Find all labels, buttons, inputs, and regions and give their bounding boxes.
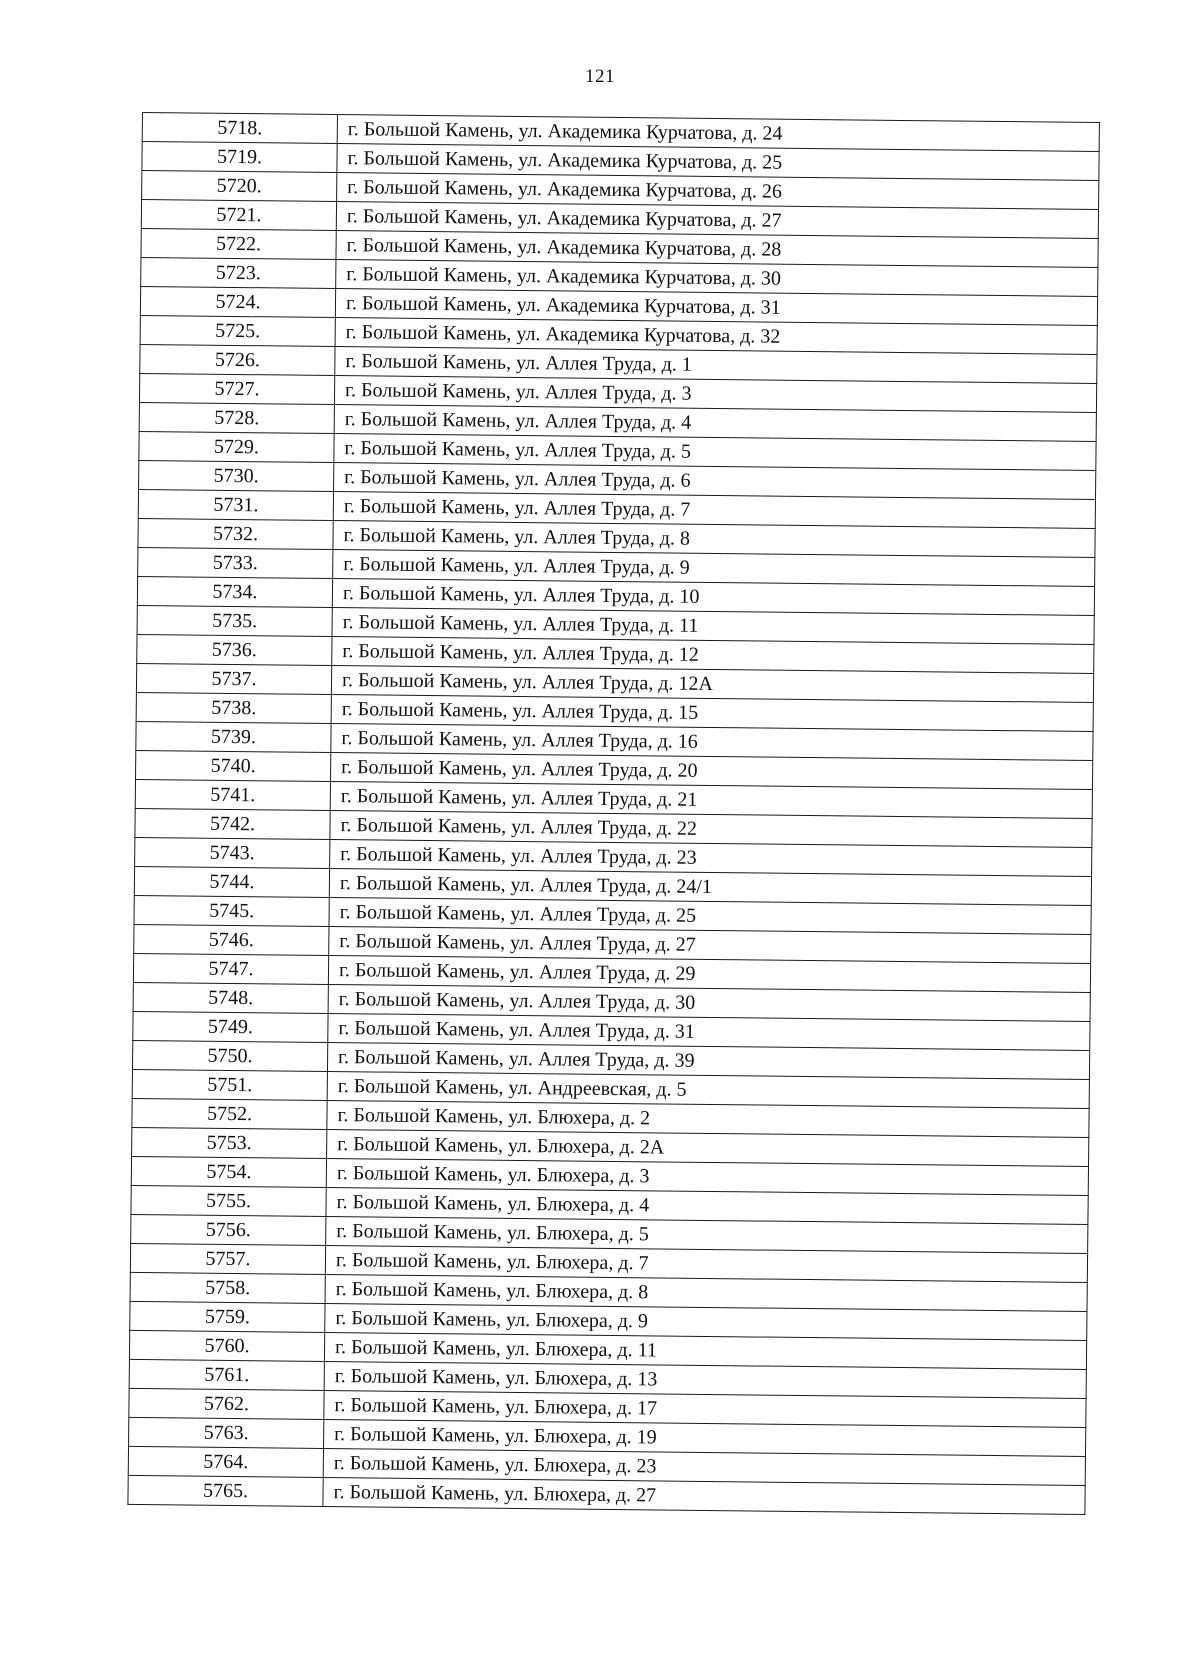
row-address: г. Большой Камень, ул. Блюхера, д. 8 <box>325 1274 1087 1311</box>
row-number: 5746. <box>134 924 329 955</box>
row-number: 5763. <box>129 1417 324 1448</box>
row-number: 5732. <box>138 518 333 549</box>
row-address: г. Большой Камень, ул. Андреевская, д. 5 <box>327 1071 1089 1108</box>
row-address: г. Большой Камень, ул. Блюхера, д. 19 <box>324 1419 1086 1456</box>
row-address: г. Большой Камень, ул. Аллея Труда, д. 21 <box>330 782 1092 819</box>
row-number: 5752. <box>132 1098 327 1129</box>
row-address: г. Большой Камень, ул. Аллея Труда, д. 5 <box>334 434 1096 471</box>
row-number: 5736. <box>137 634 332 665</box>
row-number: 5724. <box>140 286 335 317</box>
row-address: г. Большой Камень, ул. Аллея Труда, д. 30 <box>328 984 1090 1021</box>
row-address: г. Большой Камень, ул. Аллея Труда, д. 9 <box>333 550 1095 587</box>
row-number: 5740. <box>136 750 331 781</box>
row-address: г. Большой Камень, ул. Блюхера, д. 2 <box>327 1100 1089 1137</box>
row-address: г. Большой Камень, ул. Блюхера, д. 11 <box>324 1332 1086 1369</box>
row-number: 5753. <box>132 1127 327 1158</box>
row-number: 5725. <box>140 315 335 346</box>
page-number: 121 <box>585 66 615 87</box>
row-address: г. Большой Камень, ул. Академика Курчатова, д. 32 <box>335 318 1097 355</box>
row-address: г. Большой Камень, ул. Аллея Труда, д. 7 <box>333 492 1095 529</box>
row-number: 5744. <box>134 866 329 897</box>
row-address: г. Большой Камень, ул. Аллея Труда, д. 29 <box>328 956 1090 993</box>
row-number: 5762. <box>129 1388 324 1419</box>
row-number: 5755. <box>131 1185 326 1216</box>
row-address: г. Большой Камень, ул. Блюхера, д. 17 <box>324 1390 1086 1427</box>
row-number: 5741. <box>135 779 330 810</box>
row-number: 5730. <box>139 460 334 491</box>
row-address: г. Большой Камень, ул. Аллея Труда, д. 12 <box>332 637 1094 674</box>
row-address: г. Большой Камень, ул. Академика Курчатова, д. 27 <box>336 202 1098 239</box>
row-address: г. Большой Камень, ул. Блюхера, д. 3 <box>326 1158 1088 1195</box>
row-address: г. Большой Камень, ул. Аллея Труда, д. 22 <box>330 811 1092 848</box>
row-address: г. Большой Камень, ул. Аллея Труда, д. 3 <box>334 376 1096 413</box>
row-address: г. Большой Камень, ул. Академика Курчатова, д. 28 <box>336 231 1098 268</box>
row-address: г. Большой Камень, ул. Блюхера, д. 27 <box>323 1477 1085 1514</box>
address-table-body <box>128 113 1100 1515</box>
row-address: г. Большой Камень, ул. Академика Курчатова, д. 31 <box>335 289 1097 326</box>
row-address: г. Большой Камень, ул. Блюхера, д. 5 <box>326 1216 1088 1253</box>
address-table <box>127 112 1100 1515</box>
row-address: г. Большой Камень, ул. Блюхера, д. 4 <box>326 1187 1088 1224</box>
row-number: 5729. <box>139 431 334 462</box>
row-address: г. Большой Камень, ул. Аллея Труда, д. 15 <box>331 695 1093 732</box>
row-number: 5747. <box>133 953 328 984</box>
row-address: г. Большой Камень, ул. Аллея Труда, д. 4 <box>334 405 1096 442</box>
row-number: 5758. <box>130 1272 325 1303</box>
row-address: г. Большой Камень, ул. Аллея Труда, д. 12А <box>331 666 1093 703</box>
row-number: 5722. <box>141 228 336 259</box>
row-number: 5723. <box>141 257 336 288</box>
row-number: 5754. <box>131 1156 326 1187</box>
row-number: 5760. <box>129 1330 324 1361</box>
row-address: г. Большой Камень, ул. Академика Курчатова, д. 25 <box>337 144 1099 181</box>
row-number: 5726. <box>140 344 335 375</box>
row-address: г. Большой Камень, ул. Академика Курчатова, д. 30 <box>336 260 1098 297</box>
row-number: 5745. <box>134 895 329 926</box>
row-address: г. Большой Камень, ул. Блюхера, д. 23 <box>323 1448 1085 1485</box>
row-address: г. Большой Камень, ул. Аллея Труда, д. 31 <box>328 1013 1090 1050</box>
row-address: г. Большой Камень, ул. Аллея Труда, д. 24/1 <box>329 869 1091 906</box>
row-number: 5727. <box>139 373 334 404</box>
row-number: 5738. <box>136 692 331 723</box>
row-number: 5751. <box>132 1069 327 1100</box>
row-address: г. Большой Камень, ул. Блюхера, д. 9 <box>325 1303 1087 1340</box>
row-number: 5765. <box>128 1475 323 1506</box>
row-number: 5742. <box>135 808 330 839</box>
row-address: г. Большой Камень, ул. Аллея Труда, д. 20 <box>330 753 1092 790</box>
row-number: 5749. <box>133 1011 328 1042</box>
row-number: 5761. <box>129 1359 324 1390</box>
row-address: г. Большой Камень, ул. Аллея Труда, д. 23 <box>330 840 1092 877</box>
row-number: 5748. <box>133 982 328 1013</box>
row-address: г. Большой Камень, ул. Аллея Труда, д. 25 <box>329 898 1091 935</box>
row-address: г. Большой Камень, ул. Блюхера, д. 13 <box>324 1361 1086 1398</box>
row-number: 5759. <box>130 1301 325 1332</box>
row-number: 5719. <box>142 142 337 173</box>
row-number: 5720. <box>142 171 337 202</box>
row-address: г. Большой Камень, ул. Аллея Труда, д. 11 <box>332 608 1094 645</box>
row-number: 5728. <box>139 402 334 433</box>
row-number: 5739. <box>136 721 331 752</box>
row-number: 5750. <box>132 1040 327 1071</box>
row-address: г. Большой Камень, ул. Аллея Труда, д. 6 <box>334 463 1096 500</box>
row-number: 5721. <box>141 200 336 231</box>
row-number: 5756. <box>131 1214 326 1245</box>
row-address: г. Большой Камень, ул. Блюхера, д. 2А <box>327 1129 1089 1166</box>
row-address: г. Большой Камень, ул. Академика Курчатова, д. 24 <box>337 115 1099 152</box>
row-address: г. Большой Камень, ул. Аллея Труда, д. 8 <box>333 521 1095 558</box>
row-address: г. Большой Камень, ул. Аллея Труда, д. 27 <box>329 927 1091 964</box>
row-number: 5734. <box>137 576 332 607</box>
row-number: 5735. <box>137 605 332 636</box>
row-address: г. Большой Камень, ул. Аллея Труда, д. 39 <box>327 1042 1089 1079</box>
row-address: г. Большой Камень, ул. Аллея Труда, д. 10 <box>332 579 1094 616</box>
row-number: 5743. <box>135 837 330 868</box>
row-number: 5757. <box>130 1243 325 1274</box>
row-number: 5737. <box>136 663 331 694</box>
row-number: 5764. <box>128 1446 323 1477</box>
row-number: 5731. <box>138 489 333 520</box>
row-address: г. Большой Камень, ул. Академика Курчатова, д. 26 <box>337 173 1099 210</box>
row-number: 5733. <box>138 547 333 578</box>
row-address: г. Большой Камень, ул. Блюхера, д. 7 <box>325 1245 1087 1282</box>
row-address: г. Большой Камень, ул. Аллея Труда, д. 1 <box>335 347 1097 384</box>
row-number: 5718. <box>142 113 337 144</box>
row-address: г. Большой Камень, ул. Аллея Труда, д. 16 <box>331 724 1093 761</box>
